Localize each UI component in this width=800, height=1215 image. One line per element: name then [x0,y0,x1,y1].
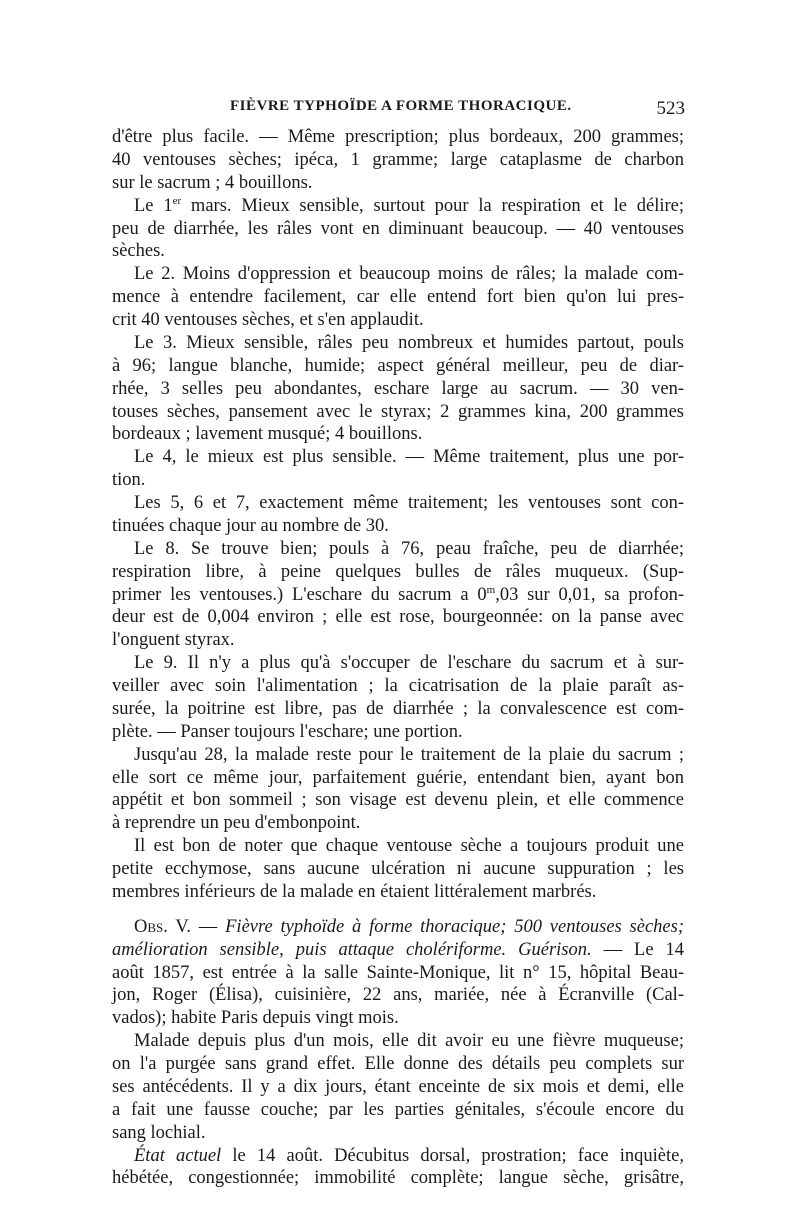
text-line: petite ecchymose, sans aucune ulcération ni aucune suppuration ; les [112,859,684,879]
text-line: Jusqu'au 28, la malade reste pour le traitement de la plaie du sacrum ; [134,744,684,765]
text-line: Il est bon de noter que chaque ventouse sèche a toujours produit une [134,836,684,857]
text-line: à 96; langue blanche, humide; aspect général meilleur, peu de diar- [112,355,684,376]
text-line: plète. — Panser toujours l'eschare; une portion. [112,721,463,742]
text-line: sur le sacrum ; 4 bouillons. [112,172,313,193]
text-line: à reprendre un peu d'embonpoint. [112,813,361,834]
text-line: mence à entendre facilement, car elle entend fort bien qu'on lui pres- [112,287,684,308]
text-line: vados); habite Paris depuis vingt mois. [112,1008,399,1029]
text-line: Le 8. Se trouve bien; pouls à 76, peau fraîche, peu de diarrhée; [134,538,684,559]
running-title: FIÈVRE TYPHOÏDE A FORME THORACIQUE. [230,98,572,114]
text-line: peu de diarrhée, les râles vont en diminuant beaucoup. — 40 ventouses [112,218,684,239]
body-text [112,126,684,1190]
text-line: août 1857, est entrée à la salle Sainte-Monique, lit n° 15, hôpital Beau- [112,962,684,983]
text-line: 40 ventouses sèches; ipéca, 1 gramme; large cataplasme de charbon [112,149,684,170]
text-line: amélioration sensible, puis attaque cholériforme. Guérison. — Le 14 [112,939,684,960]
text-line: Le 1er mars. Mieux sensible, surtout pour la respiration et le délire; [134,194,684,216]
text-line: rhée, 3 selles peu abondantes, eschare large au sacrum. — 30 ven- [112,378,684,399]
text-line: Le 3. Mieux sensible, râles peu nombreux et humides partout, pouls [134,332,684,353]
text-line: sèches. [112,241,165,262]
text-line: Les 5, 6 et 7, exactement même traitement; les ventouses sont con- [134,493,684,513]
text-line: Malade depuis plus d'un mois, elle dit avoir eu une fièvre muqueuse; [134,1031,684,1052]
text-line: surée, la poitrine est libre, pas de diarrhée ; la convalescence est com- [112,698,684,719]
text-line: touses sèches, pansement avec le styrax; 2 grammes kina, 200 grammes [112,401,684,422]
text-line: jon, Roger (Élisa), cuisinière, 22 ans, mariée, née à Écranville (Cal- [112,985,684,1006]
text-line: Le 9. Il n'y a plus qu'à s'occuper de l'eschare du sacrum et à sur- [134,653,684,674]
text-line: veiller avec soin l'alimentation ; la cicatrisation de la plaie paraît as- [112,676,684,696]
text-line: a fait une fausse couche; par les parties génitales, s'écoule encore du [112,1099,684,1120]
text-line: Le 2. Moins d'oppression et beaucoup moins de râles; la malade com- [134,264,684,285]
text-line: bordeaux ; lavement musqué; 4 bouillons. [112,424,423,445]
text-line: crit 40 ventouses sèches, et s'en applaudit. [112,310,424,330]
observation-heading: Obs. V. — Fièvre typhoïde à forme thoracique; 500 ventouses sèches; [134,916,684,937]
text-line: l'onguent styrax. [112,630,235,651]
text-line: primer les ventouses.) L'eschare du sacrum a 0$^m$,03 sur 0,01, sa profon- [112,583,684,605]
text-line: respiration libre, à peine quelques bulles de râles muqueux. (Sup- [112,561,684,582]
text-line: deur est de 0,004 environ ; elle est rose, bourgeonnée: on la panse avec [112,607,684,628]
text-line: membres inférieurs de la malade en étaient littéralement marbrés. [112,881,597,902]
text-line: on l'a purgée sans grand effet. Elle donne des détails peu complets sur [112,1054,684,1074]
text-line: appétit et bon sommeil ; son visage est devenu plein, et elle commence [112,790,684,811]
page-header [110,98,685,124]
text-line: ses antécédents. Il y a dix jours, étant enceinte de six mois et demi, elle [112,1076,684,1097]
text-line: elle sort ce même jour, parfaitement guérie, entendant bien, ayant bon [112,767,684,788]
text-line: tinuées chaque jour au nombre de 30. [112,515,389,536]
text-line: sang lochial. [112,1122,206,1143]
text-line: hébétée, congestionnée; immobilité complète; langue sèche, grisâtre, [112,1168,684,1189]
text-line: tion. [112,470,146,491]
text-line: d'être plus facile. — Même prescription; plus bordeaux, 200 grammes; [112,127,684,147]
page-number: 523 [656,98,685,119]
text-line: Le 4, le mieux est plus sensible. — Même traitement, plus une por- [134,447,684,468]
text-line: État actuel le 14 août. Décubitus dorsal, prostration; face inquiète, [134,1145,684,1166]
